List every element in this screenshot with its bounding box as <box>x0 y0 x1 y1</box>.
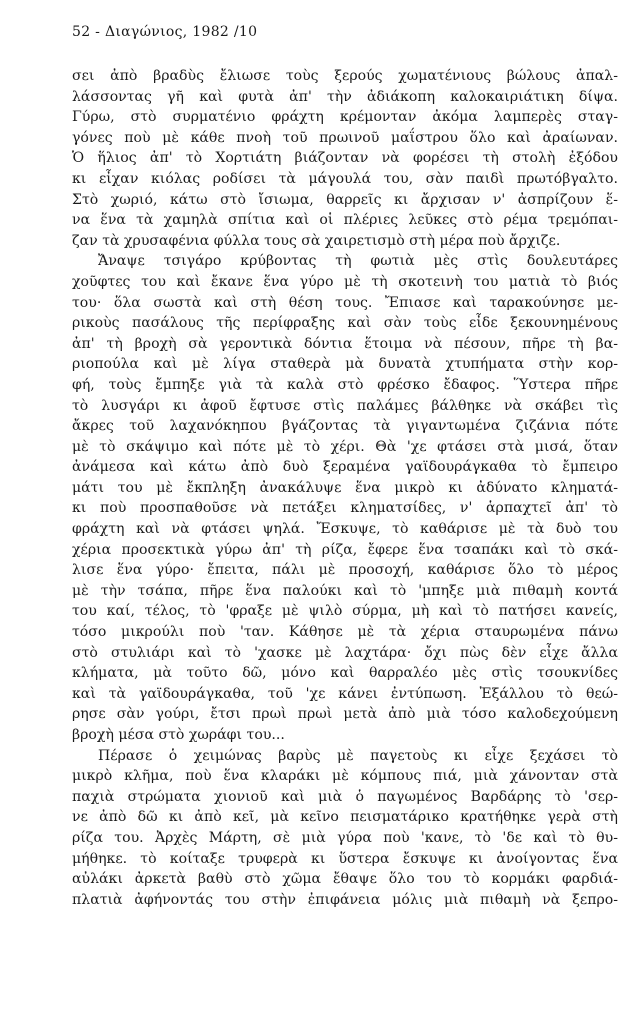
text-line: στὸ στυλιάρι καὶ τὸ 'χασκε μὲ λαχτάρα· ὄχι πὼς δὲν εἶχε ἄλλα <box>72 644 618 661</box>
text-line: ρικοὺς πασάλους τῆς περίφραξης καὶ σὰν τοὺς εἶδε ξεκουνημένους <box>72 315 618 332</box>
text-line: φή, τοὺς ἔμπηξε γιὰ τὰ καλὰ στὸ φρέσκο ἔδαφος. Ὕστερα πῆρε <box>72 376 618 393</box>
text-line: καὶ τὰ γαϊδουράγκαθα, τοῦ 'χε κάνει ἐντύπωση. Ἐξάλλου τὸ θεώ- <box>72 685 618 702</box>
text-line: μικρὸ κλῆμα, ποὺ ἕνα κλαράκι μὲ κόμπους πιά, μιὰ χάνονταν στὰ <box>72 768 618 785</box>
text-line: μὲ τὴν τσάπα, πῆρε ἕνα παλούκι καὶ τὸ 'μπηξε μιὰ πιθαμὴ κοντά <box>72 582 618 599</box>
text-line: ρίζα του. Ἀρχὲς Μάρτη, σὲ μιὰ γύρα ποὺ 'κανε, τὸ 'δε καὶ τὸ θυ- <box>72 829 618 846</box>
text-line: σει ἀπὸ βραδὺς ἔλιωσε τοὺς ξερούς χωματένιους βώλους ἀπαλ- <box>72 68 618 84</box>
text-line: να ἕνα τὰ χαμηλὰ σπίτια καὶ οἱ πλέριες λεῦκες στὸ ρέμα τρεμόπαι- <box>72 212 618 229</box>
text-line: μὲ τὸ σκάψιμο καὶ πότε μὲ τὸ χέρι. Θὰ 'χε φτάσει στὰ μισά, ὅταν <box>72 438 618 455</box>
text-line: νε ἀπὸ δῶ κι ἀπὸ κεῖ, μὰ κεῖνο πεισματάρικο κρατήθηκε γερὰ στὴ <box>72 809 618 826</box>
text-line: τὸ λυσγάρι κι ἀφοῦ ἔφτυσε στὶς παλάμες βάλθηκε νὰ σκάβει τὶς <box>72 397 618 414</box>
separator: - <box>90 24 105 40</box>
text-line: αὐλάκι ἀρκετὰ βαθὺ στὸ χῶμα ἔθαψε ὅλο του τὸ κορμάκι φαρδιά- <box>72 871 618 888</box>
page-number: 52 <box>72 24 91 40</box>
text-line: Ὁ ἥλιος ἀπ' τὸ Χορτιάτη βιάζονταν νὰ φορέσει τὴ στολὴ ἐξόδου <box>72 150 618 167</box>
text-line: παχιὰ στρώματα χιονιοῦ καὶ μιὰ ὁ παγωμένος Βαρδάρης τὸ 'σερ- <box>72 788 618 805</box>
text-line: κι ποὺ προσπαθοῦσε νὰ πετάξει κληματσίδες, ν' ἁρπαχτεῖ ἀπ' τὸ <box>72 500 618 517</box>
text-line: ἀπ' τὴ βροχὴ σὰ γεροντικὰ δόντια ἕτοιμα νὰ πέσουν, πῆρε τὴ βα- <box>72 335 618 352</box>
text-line: κλήματα, μὰ τοῦτο δῶ, μόνο καὶ θαρραλέο μὲς στὶς τσουκνίδες <box>72 665 618 682</box>
text-line: λάσσοντας γῆ καὶ φυτὰ ἀπ' τὴν ἀδιάκοπη καλοκαιριάτικη δίψα. <box>72 88 618 105</box>
text-line: βροχὴ μέσα στὸ χωράφι του... <box>72 727 285 743</box>
issue-number: 1982 /10 <box>192 24 258 40</box>
text-line: Ἄναψε τσιγάρο κρύβοντας τὴ φωτιὰ μὲς στὶς δουλευτάρες <box>98 253 618 270</box>
text-line: πλατιὰ ἀφήνοντάς του στὴν ἐπιφάνεια μόλις μιὰ πιθαμὴ νὰ ξεπρο- <box>72 891 618 908</box>
running-head <box>72 24 257 40</box>
body-text <box>72 66 618 910</box>
text-line: ριοπούλα καὶ μὲ λίγα σταθερὰ μὰ δυνατὰ χτυπήματα στὴν κορ- <box>72 356 618 373</box>
text-line: λισε ἕνα γύρο· ἔπειτα, πάλι μὲ προσοχή, καθάρισε ὅλο τὸ μέρος <box>72 562 618 579</box>
journal-title: Διαγώνιος, <box>104 24 188 40</box>
text-line: χοῦφτες του καὶ ἔκανε ἕνα γύρο μὲ τὴ σκοτεινὴ του ματιὰ τὸ βιός <box>72 273 618 290</box>
text-line: του καί, τέλος, τὸ 'φραξε μὲ ψιλὸ σύρμα, μὴ καὶ τὸ πατήσει κανείς, <box>72 603 618 620</box>
text-line: κι εἶχαν κιόλας ροδίσει τὰ μάγουλά του, σὰν παιδὶ πρωτόβγαλτο. <box>72 170 618 187</box>
text-line: του· ὅλα σωστὰ καὶ στὴ θέση τους. Ἔπιασε καὶ ταρακούνησε με- <box>72 294 618 311</box>
text-line: φράχτη καὶ νὰ φτάσει ψηλά. Ἔσκυψε, τὸ καθάρισε μὲ τὰ δυὸ του <box>72 521 618 538</box>
text-line: Στὸ χωριό, κάτω στὸ ἴσιωμα, θαρρεῖς κι ἄρχισαν ν' ἀσπρίζουν ἕ- <box>72 191 618 208</box>
text-line: μάτι του μὲ ἔκπληξη ἀνακάλυψε ἕνα μικρὸ κι ἀδύνατο κληματά- <box>72 479 618 496</box>
text-line: χέρια προσεκτικὰ γύρω ἀπ' τὴ ρίζα, ἔφερε ἕνα τσαπάκι καὶ τὸ σκά- <box>72 541 618 558</box>
text-line: ἄκρες τοῦ λαχανόκηπου βγάζοντας τὰ γιγαντωμένα ζιζάνια πότε <box>72 418 618 435</box>
text-line: ἀνάμεσα καὶ κάτω ἀπὸ δυὸ ξεραμένα γαϊδουράγκαθα τὸ ἔμπειρο <box>72 459 618 476</box>
text-line: ρησε σὰν γούρι, ἔτσι πρωὶ πρωὶ μετὰ ἀπὸ μιὰ τόσο καλοδεχούμενη <box>72 706 618 723</box>
text-line: Γύρω, στὸ συρματένιο φράχτη κρέμονταν ἀκόμα λαμπερὲς σταγ- <box>72 109 618 126</box>
text-line: ζαν τὰ χρυσαφένια φύλλα τους σὰ χαιρετισμὸ στὴ μέρα ποὺ ἄρχιζε. <box>72 232 561 249</box>
text-line: τόσο μικρούλι ποὺ 'ταν. Κάθησε μὲ τὰ χέρια σταυρωμένα πάνω <box>72 624 618 641</box>
text-line: Πέρασε ὁ χειμώνας βαρὺς μὲ παγετοὺς κι εἶχε ξεχάσει τὸ <box>98 747 618 764</box>
text-line: μήθηκε. τὸ κοίταξε τρυφερὰ κι ὕστερα ἔσκυψε κι ἀνοίγοντας ἕνα <box>72 850 618 867</box>
text-line: γόνες ποὺ μὲ κάθε πνοὴ τοῦ πρωινοῦ μαΐστρου ὅλο καὶ ἀραίωναν. <box>72 129 618 146</box>
